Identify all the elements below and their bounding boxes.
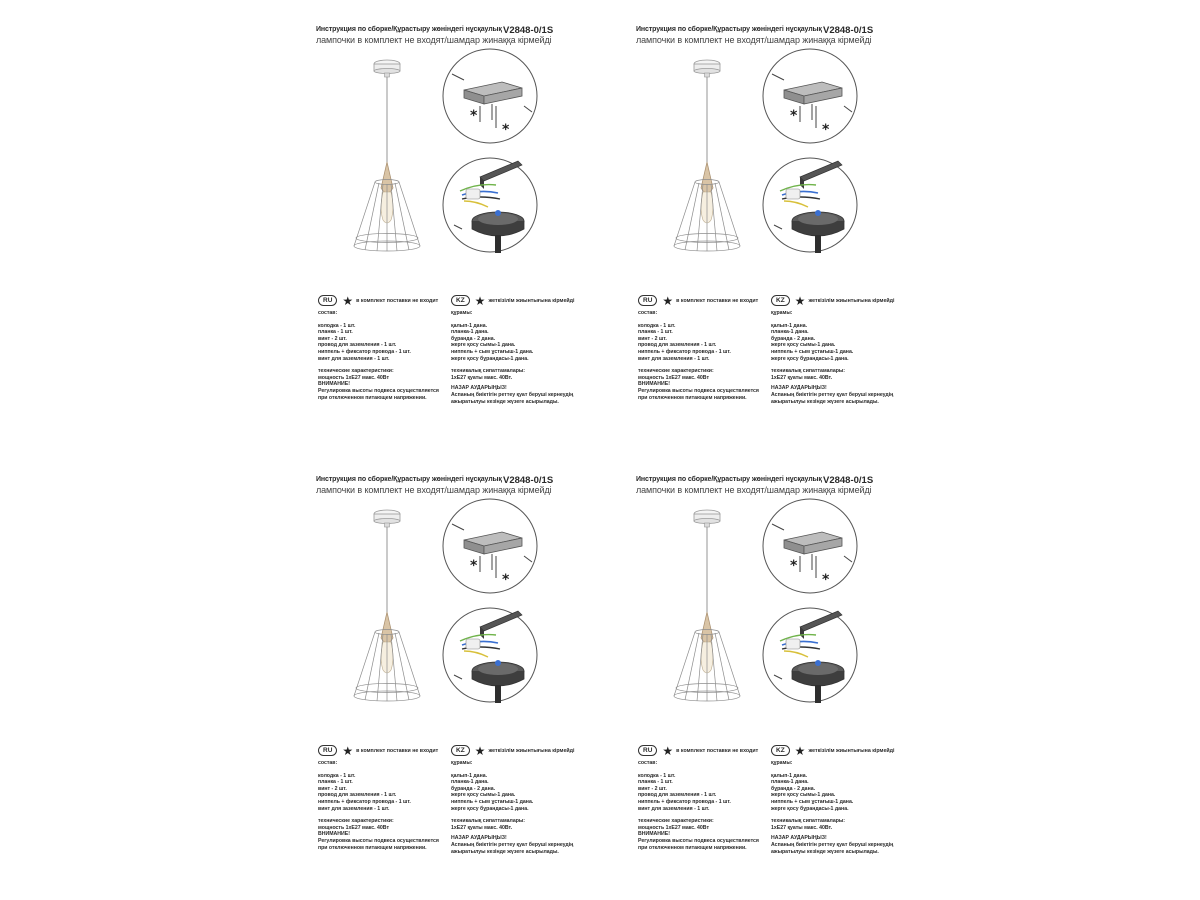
kz-item: ниппель + сым ұстағыш-1 дана. bbox=[451, 348, 534, 355]
ru-item: ниппель + фиксатор провода - 1 шт. bbox=[638, 348, 731, 355]
kz-warning-line: ажыратылуы кезінде жүзеге асырылады. bbox=[771, 398, 879, 405]
star-icon: ★ bbox=[662, 743, 674, 758]
instruction-sheet-top-left bbox=[313, 0, 593, 430]
kz-badge: KZ bbox=[771, 745, 790, 756]
ru-specs: мощность 1хЕ27 макс. 40Вт bbox=[638, 374, 709, 381]
cage-pendant-lamp-icon bbox=[343, 58, 433, 258]
ru-not-included-note: в комплект поставки не входит bbox=[676, 297, 759, 304]
kz-item: ниппель + сым ұстағыш-1 дана. bbox=[771, 348, 854, 355]
ru-item: винт - 2 шт. bbox=[318, 335, 347, 342]
kz-item: жерге қосу бұрандасы-1 дана. bbox=[771, 355, 849, 362]
canopy-wiring-detail-icon bbox=[760, 605, 860, 705]
kz-item: планка-1 дана. bbox=[451, 779, 489, 786]
ru-warning-header: ВНИМАНИЕ! bbox=[318, 831, 350, 838]
ru-composition bbox=[318, 310, 439, 401]
kz-composition-header: құрамы: bbox=[771, 760, 793, 766]
star-icon: ★ bbox=[794, 743, 806, 758]
svg-text:*: * bbox=[502, 572, 510, 588]
kz-item: планка-1 дана. bbox=[771, 779, 809, 786]
ru-composition bbox=[638, 310, 759, 401]
kz-warning-line: ажыратылуы кезінде жүзеге асырылады. bbox=[451, 398, 559, 405]
kz-item: бұранда - 2 дана. bbox=[451, 785, 496, 792]
mounting-bar-detail-icon bbox=[440, 496, 540, 596]
ru-item: провод для заземления - 1 шт. bbox=[318, 792, 397, 799]
ru-composition-header: состав: bbox=[638, 760, 658, 766]
ru-item: ниппель + фиксатор провода - 1 шт. bbox=[318, 798, 411, 805]
ru-item: винт для заземления - 1 шт. bbox=[318, 805, 390, 812]
canopy-wiring-detail-icon bbox=[440, 605, 540, 705]
mounting-bar-detail-icon bbox=[440, 46, 540, 146]
kz-specs-header: техникалық сипаттамалары: bbox=[451, 818, 526, 825]
kz-badge: KZ bbox=[451, 295, 470, 306]
kz-specs-header: техникалық сипаттамалары: bbox=[451, 368, 526, 375]
ru-item: ниппель + фиксатор провода - 1 шт. bbox=[318, 348, 411, 355]
model-number: V2848-0/1S bbox=[823, 475, 874, 486]
bulbs-not-included-note: лампочки в комплект не входят/шамдар жинаққа кірмейді bbox=[636, 35, 872, 45]
kz-warning-header: НАЗАР АУДАРЫҢЫЗ! bbox=[771, 835, 827, 842]
kz-warning-line: Аспаның биіктігін реттеу қуат беруші кернеудің bbox=[451, 841, 574, 848]
svg-text:*: * bbox=[822, 572, 830, 588]
kz-legend bbox=[771, 292, 895, 308]
kz-warning-line: ажыратылуы кезінде жүзеге асырылады. bbox=[451, 848, 559, 855]
kz-item: жерге қосу бұрандасы-1 дана. bbox=[771, 805, 849, 812]
ru-item: планка - 1 шт. bbox=[318, 779, 353, 786]
star-icon: ★ bbox=[474, 293, 486, 308]
kz-composition bbox=[451, 760, 573, 855]
ru-item: провод для заземления - 1 шт. bbox=[638, 792, 717, 799]
ru-legend bbox=[638, 742, 759, 758]
kz-not-included-note: жеткізілім жиынтығына кірмейді bbox=[808, 297, 895, 304]
ru-item: винт для заземления - 1 шт. bbox=[638, 355, 710, 362]
ru-warning-line: при отключенном питающем напряжении. bbox=[638, 844, 747, 851]
kz-warning-line: Аспаның биіктігін реттеу қуат беруші кернеудің bbox=[771, 841, 894, 848]
ru-item: винт - 2 шт. bbox=[638, 335, 667, 342]
ru-specs-header: технические характеристики: bbox=[638, 368, 714, 375]
ru-not-included-note: в комплект поставки не входит bbox=[676, 747, 759, 754]
ru-warning-line: при отключенном питающем напряжении. bbox=[318, 844, 427, 851]
kz-legend bbox=[771, 742, 895, 758]
kz-warning-line: Аспаның биіктігін реттеу қуат беруші кернеудің bbox=[451, 391, 574, 398]
model-number: V2848-0/1S bbox=[823, 25, 874, 36]
ru-warning-line: Регулировка высоты подвеса осуществляется bbox=[638, 837, 759, 844]
instruction-sheet-bottom-left bbox=[313, 450, 593, 880]
kz-item: планка-1 дана. bbox=[451, 329, 489, 336]
kz-legend bbox=[451, 292, 575, 308]
mounting-bar-detail-icon bbox=[760, 46, 860, 146]
kz-not-included-note: жеткізілім жиынтығына кірмейді bbox=[808, 747, 895, 754]
kz-item: жерге қосу сымы-1 дана. bbox=[451, 342, 516, 349]
kz-item: бұранда - 2 дана. bbox=[771, 335, 816, 342]
ru-composition-header: состав: bbox=[318, 310, 338, 316]
ru-item: провод для заземления - 1 шт. bbox=[638, 342, 717, 349]
ru-composition bbox=[318, 760, 439, 851]
ru-warning-header: ВНИМАНИЕ! bbox=[638, 831, 670, 838]
kz-item: бұранда - 2 дана. bbox=[771, 785, 816, 792]
kz-not-included-note: жеткізілім жиынтығына кірмейді bbox=[488, 747, 575, 754]
ru-warning-line: Регулировка высоты подвеса осуществляется bbox=[318, 837, 439, 844]
kz-item: ниппель + сым ұстағыш-1 дана. bbox=[771, 798, 854, 805]
ru-item: планка - 1 шт. bbox=[318, 329, 353, 336]
kz-composition-header: құрамы: bbox=[771, 310, 793, 316]
kz-warning-header: НАЗАР АУДАРЫҢЫЗ! bbox=[771, 385, 827, 392]
ru-legend bbox=[638, 292, 759, 308]
cage-pendant-lamp-icon bbox=[343, 508, 433, 708]
kz-item: қалып-1 дана. bbox=[451, 772, 488, 779]
ru-specs: мощность 1хЕ27 макс. 40Вт bbox=[318, 374, 389, 381]
ru-specs-header: технические характеристики: bbox=[318, 818, 394, 825]
svg-text:*: * bbox=[790, 558, 798, 574]
ru-item: провод для заземления - 1 шт. bbox=[318, 342, 397, 349]
kz-legend bbox=[451, 742, 575, 758]
svg-text:*: * bbox=[470, 108, 478, 124]
ru-item: винт - 2 шт. bbox=[638, 785, 667, 792]
ru-item: ниппель + фиксатор провода - 1 шт. bbox=[638, 798, 731, 805]
kz-not-included-note: жеткізілім жиынтығына кірмейді bbox=[488, 297, 575, 304]
kz-composition bbox=[771, 760, 893, 855]
kz-item: бұранда - 2 дана. bbox=[451, 335, 496, 342]
svg-text:*: * bbox=[822, 122, 830, 138]
ru-specs: мощность 1хЕ27 макс. 40Вт bbox=[638, 824, 709, 831]
sheet-title: Инструкция по сборке/Құрастыру жөніндегі нұсқаулық bbox=[636, 476, 822, 483]
kz-specs-header: техникалық сипаттамалары: bbox=[771, 818, 846, 825]
sheet-title: Инструкция по сборке/Құрастыру жөніндегі нұсқаулық bbox=[636, 26, 822, 33]
ru-specs: мощность 1хЕ27 макс. 40Вт bbox=[318, 824, 389, 831]
ru-warning-line: при отключенном питающем напряжении. bbox=[638, 394, 747, 401]
kz-item: жерге қосу бұрандасы-1 дана. bbox=[451, 805, 529, 812]
star-icon: ★ bbox=[342, 293, 354, 308]
kz-warning-header: НАЗАР АУДАРЫҢЫЗ! bbox=[451, 385, 507, 392]
kz-specs: 1хЕ27 қуаты макс. 40Вт. bbox=[451, 824, 513, 831]
sheet-title: Инструкция по сборке/Құрастыру жөніндегі нұсқаулық bbox=[316, 26, 502, 33]
sheet-title: Инструкция по сборке/Құрастыру жөніндегі нұсқаулық bbox=[316, 476, 502, 483]
ru-warning-header: ВНИМАНИЕ! bbox=[318, 381, 350, 388]
kz-composition-header: құрамы: bbox=[451, 760, 473, 766]
model-number: V2848-0/1S bbox=[503, 25, 554, 36]
svg-text:*: * bbox=[502, 122, 510, 138]
star-icon: ★ bbox=[662, 293, 674, 308]
ru-badge: RU bbox=[318, 295, 337, 306]
kz-item: жерге қосу сымы-1 дана. bbox=[771, 792, 836, 799]
star-icon: ★ bbox=[794, 293, 806, 308]
ru-not-included-note: в комплект поставки не входит bbox=[356, 747, 439, 754]
cage-pendant-lamp-icon bbox=[663, 508, 753, 708]
ru-composition bbox=[638, 760, 759, 851]
bulbs-not-included-note: лампочки в комплект не входят/шамдар жинаққа кірмейді bbox=[316, 485, 552, 495]
mounting-bar-detail-icon bbox=[760, 496, 860, 596]
ru-item: винт для заземления - 1 шт. bbox=[318, 355, 390, 362]
ru-item: колодка - 1 шт. bbox=[318, 772, 356, 779]
model-number: V2848-0/1S bbox=[503, 475, 554, 486]
kz-composition-header: құрамы: bbox=[451, 310, 473, 316]
canopy-wiring-detail-icon bbox=[760, 155, 860, 255]
ru-not-included-note: в комплект поставки не входит bbox=[356, 297, 439, 304]
ru-item: колодка - 1 шт. bbox=[318, 322, 356, 329]
ru-specs-header: технические характеристики: bbox=[318, 368, 394, 375]
instruction-sheet-top-right bbox=[633, 0, 913, 430]
star-icon: ★ bbox=[342, 743, 354, 758]
kz-item: қалып-1 дана. bbox=[451, 322, 488, 329]
ru-specs-header: технические характеристики: bbox=[638, 818, 714, 825]
ru-legend bbox=[318, 742, 439, 758]
kz-item: жерге қосу бұрандасы-1 дана. bbox=[451, 355, 529, 362]
kz-warning-header: НАЗАР АУДАРЫҢЫЗ! bbox=[451, 835, 507, 842]
kz-warning-line: Аспаның биіктігін реттеу қуат беруші кернеудің bbox=[771, 391, 894, 398]
kz-badge: KZ bbox=[451, 745, 470, 756]
kz-specs: 1хЕ27 қуаты макс. 40Вт. bbox=[771, 374, 833, 381]
ru-item: планка - 1 шт. bbox=[638, 779, 673, 786]
ru-warning-line: Регулировка высоты подвеса осуществляется bbox=[318, 387, 439, 394]
kz-item: ниппель + сым ұстағыш-1 дана. bbox=[451, 798, 534, 805]
kz-item: жерге қосу сымы-1 дана. bbox=[771, 342, 836, 349]
ru-badge: RU bbox=[638, 295, 657, 306]
bulbs-not-included-note: лампочки в комплект не входят/шамдар жинаққа кірмейді bbox=[636, 485, 872, 495]
instruction-sheet-bottom-right bbox=[633, 450, 913, 880]
ru-warning-line: при отключенном питающем напряжении. bbox=[318, 394, 427, 401]
kz-item: планка-1 дана. bbox=[771, 329, 809, 336]
ru-item: винт для заземления - 1 шт. bbox=[638, 805, 710, 812]
ru-composition-header: состав: bbox=[318, 760, 338, 766]
kz-badge: KZ bbox=[771, 295, 790, 306]
canopy-wiring-detail-icon bbox=[440, 155, 540, 255]
kz-item: жерге қосу сымы-1 дана. bbox=[451, 792, 516, 799]
kz-specs-header: техникалық сипаттамалары: bbox=[771, 368, 846, 375]
star-icon: ★ bbox=[474, 743, 486, 758]
ru-item: винт - 2 шт. bbox=[318, 785, 347, 792]
ru-item: колодка - 1 шт. bbox=[638, 772, 676, 779]
kz-specs: 1хЕ27 қуаты макс. 40Вт. bbox=[451, 374, 513, 381]
kz-specs: 1хЕ27 қуаты макс. 40Вт. bbox=[771, 824, 833, 831]
kz-composition bbox=[451, 310, 573, 405]
kz-composition bbox=[771, 310, 893, 405]
bulbs-not-included-note: лампочки в комплект не входят/шамдар жинаққа кірмейді bbox=[316, 35, 552, 45]
kz-warning-line: ажыратылуы кезінде жүзеге асырылады. bbox=[771, 848, 879, 855]
ru-badge: RU bbox=[638, 745, 657, 756]
ru-legend bbox=[318, 292, 439, 308]
ru-item: планка - 1 шт. bbox=[638, 329, 673, 336]
ru-composition-header: состав: bbox=[638, 310, 658, 316]
ru-warning-header: ВНИМАНИЕ! bbox=[638, 381, 670, 388]
ru-warning-line: Регулировка высоты подвеса осуществляется bbox=[638, 387, 759, 394]
kz-item: қалып-1 дана. bbox=[771, 772, 808, 779]
ru-item: колодка - 1 шт. bbox=[638, 322, 676, 329]
ru-badge: RU bbox=[318, 745, 337, 756]
svg-text:*: * bbox=[470, 558, 478, 574]
svg-text:*: * bbox=[790, 108, 798, 124]
kz-item: қалып-1 дана. bbox=[771, 322, 808, 329]
cage-pendant-lamp-icon bbox=[663, 58, 753, 258]
